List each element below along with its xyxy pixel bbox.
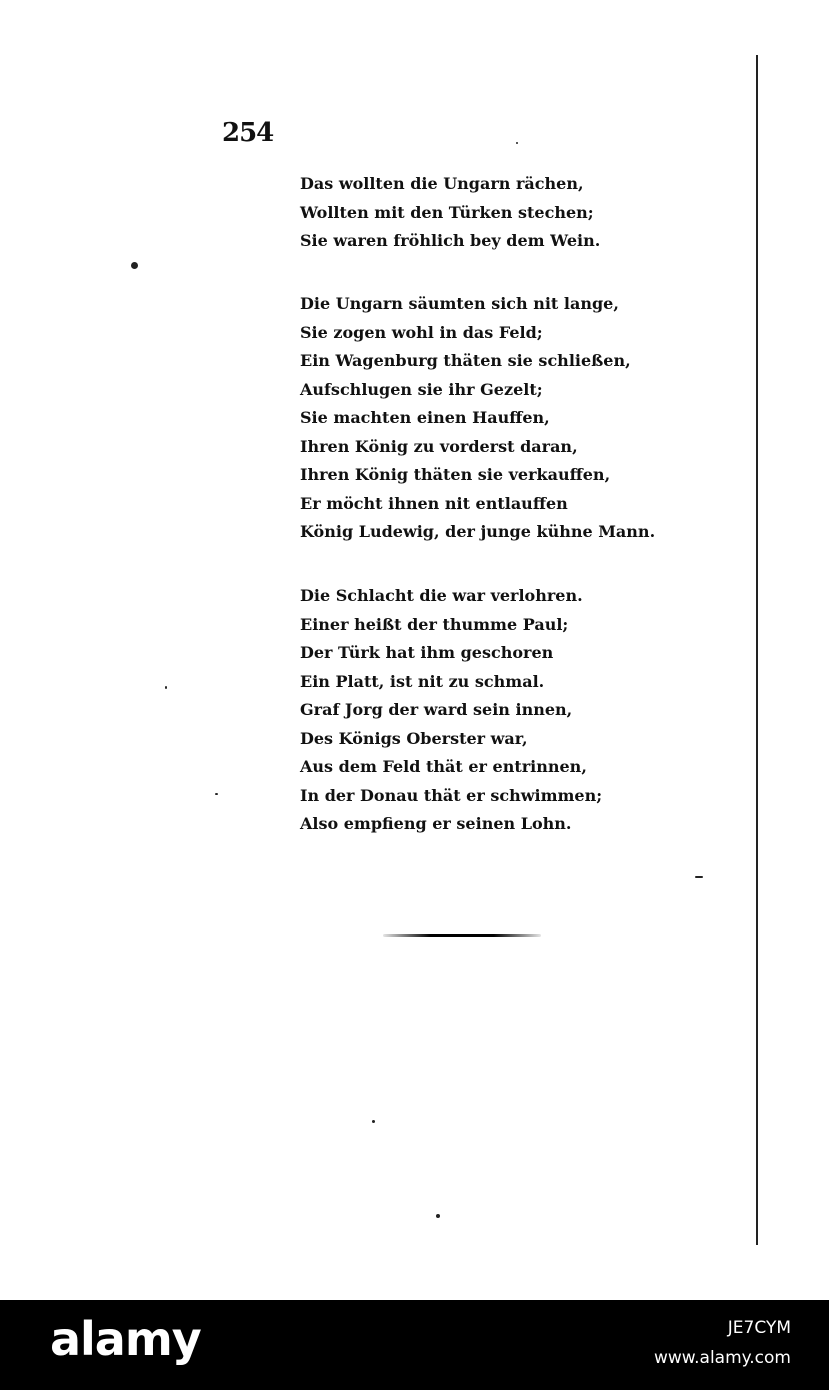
verse-line: Graf Jorg der ward sein innen, [300,700,573,719]
verse-line: Die Schlacht die war verlohren. [300,586,583,605]
ink-speck [372,1120,375,1123]
end-rule-ornament [383,934,541,937]
verse-line: Aufschlugen sie ihr Gezelt; [300,379,543,399]
verse-line: Wollten mit den Türken stechen; [300,202,594,222]
verse-line: Also empfieng er seinen Lohn. [300,814,572,833]
verse-line: Aus dem Feld thät er entrinnen, [300,757,587,776]
verse-line: Einer heißt der thumme Paul; [300,614,569,634]
page-number: 254 [222,118,274,148]
verse-line: Das wollten die Ungarn rächen, [300,174,584,193]
ink-speck [516,142,518,144]
ink-speck [165,686,167,689]
image-code: JE7CYM [727,1318,791,1338]
ink-speck [436,1214,440,1218]
verse-line: König Ludewig, der junge kühne Mann. [300,522,656,541]
verse-line: Sie waren fröhlich bey dem Wein. [300,231,601,250]
verse-line: Er möcht ihnen nit entlauffen [300,493,568,513]
verse-line: Sie machten einen Hauffen, [300,408,550,427]
verse-line: Ihren König thäten sie verkauffen, [300,465,611,484]
verse-line: In der Donau thät er schwimmen; [300,785,603,805]
watermark-footer [0,1300,829,1390]
ink-speck [131,262,138,269]
verse-line: Ein Wagenburg thäten sie schließen, [300,351,631,370]
alamy-logo: alamy [50,1312,201,1366]
verse-line: Sie zogen wohl in das Feld; [300,322,543,342]
page-edge-line [756,55,758,1245]
ink-speck [695,876,703,878]
verse-line: Des Königs Oberster war, [300,728,528,748]
watermark-url: www.alamy.com [653,1348,791,1368]
ink-speck [215,793,218,795]
verse-line: Die Ungarn säumten sich nit lange, [300,294,619,313]
stanza-3 [300,582,602,839]
verse-line: Der Türk hat ihm geschoren [300,643,554,662]
stanza-1 [300,170,600,256]
stanza-2 [300,290,655,547]
verse-line: Ihren König zu vorderst daran, [300,436,578,456]
verse-line: Ein Platt, ist nit zu schmal. [300,671,545,691]
